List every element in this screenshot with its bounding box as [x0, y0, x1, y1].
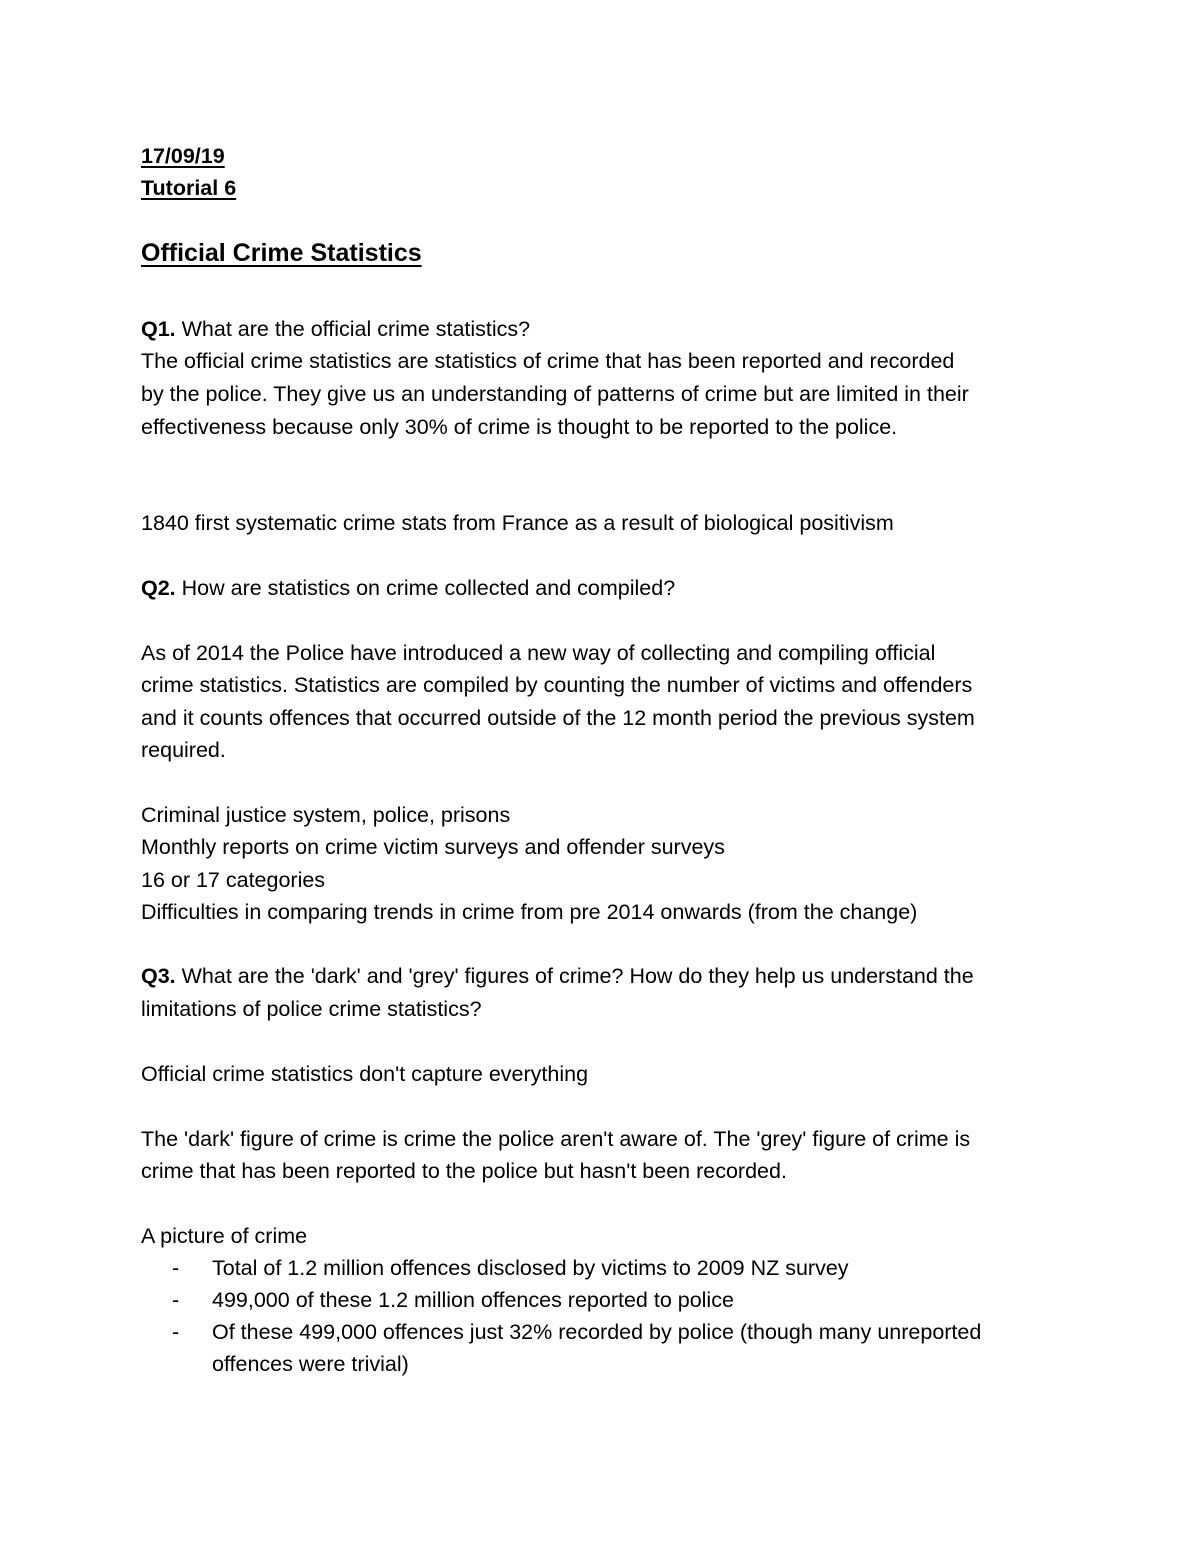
q3-question: What are the 'dark' and 'grey' figures of crime? How do they help us understand the	[175, 964, 974, 988]
q3-label: Q3.	[141, 964, 176, 988]
q2-answer-line: As of 2014 the Police have introduced a new way of collecting and compiling official	[141, 641, 936, 665]
bullet-item: Total of 1.2 million offences disclosed by victims to 2009 NZ survey	[212, 1256, 849, 1280]
q1-label: Q1.	[141, 317, 176, 341]
q1-question-line	[141, 313, 530, 345]
q2-answer-line: crime statistics. Statistics are compiled by counting the number of victims and offenders	[141, 673, 973, 697]
bullet-item: 499,000 of these 1.2 million offences reported to police	[212, 1288, 734, 1312]
q3-question-line: limitations of police crime statistics?	[141, 997, 482, 1021]
q2-note: Monthly reports on crime victim surveys and offender surveys	[141, 835, 725, 859]
bullet-marker: -	[172, 1288, 180, 1312]
bullet-marker: -	[172, 1320, 180, 1344]
date-heading: 17/09/19	[141, 144, 225, 168]
q2-answer-line: required.	[141, 738, 226, 762]
q2-question-line	[141, 572, 675, 604]
q3-answer-line: The 'dark' figure of crime is crime the police aren't aware of. The 'grey' figure of crime is	[141, 1127, 971, 1151]
q2-question: How are statistics on crime collected and compiled?	[175, 576, 676, 600]
q1-answer-line: effectiveness because only 30% of crime is thought to be reported to the police.	[141, 415, 898, 439]
q1-answer-line: The official crime statistics are statistics of crime that has been reported and recorded	[141, 349, 955, 373]
q2-note: 16 or 17 categories	[141, 868, 326, 892]
bullet-item: Of these 499,000 offences just 32% recorded by police (though many unreported	[212, 1320, 982, 1344]
bullet-marker: -	[172, 1256, 180, 1280]
q3-note: Official crime statistics don't capture everything	[141, 1062, 589, 1086]
q3-question-line	[141, 960, 974, 992]
q1-question: What are the official crime statistics?	[175, 317, 531, 341]
q2-note: Criminal justice system, police, prisons	[141, 803, 511, 827]
q3-answer-line: crime that has been reported to the police but hasn't been recorded.	[141, 1159, 787, 1183]
q2-answer-line: and it counts offences that occurred outside of the 12 month period the previous system	[141, 706, 975, 730]
document-title: Official Crime Statistics	[141, 239, 422, 267]
q1-answer-line: by the police. They give us an understanding of patterns of crime but are limited in their	[141, 382, 969, 406]
picture-heading: A picture of crime	[141, 1224, 308, 1248]
tutorial-heading: Tutorial 6	[141, 176, 237, 200]
bullet-item-continuation: offences were trivial)	[212, 1352, 409, 1376]
q2-label: Q2.	[141, 576, 176, 600]
q1-note: 1840 first systematic crime stats from France as a result of biological positivism	[141, 511, 894, 535]
q2-note: Difficulties in comparing trends in crime from pre 2014 onwards (from the change)	[141, 900, 918, 924]
